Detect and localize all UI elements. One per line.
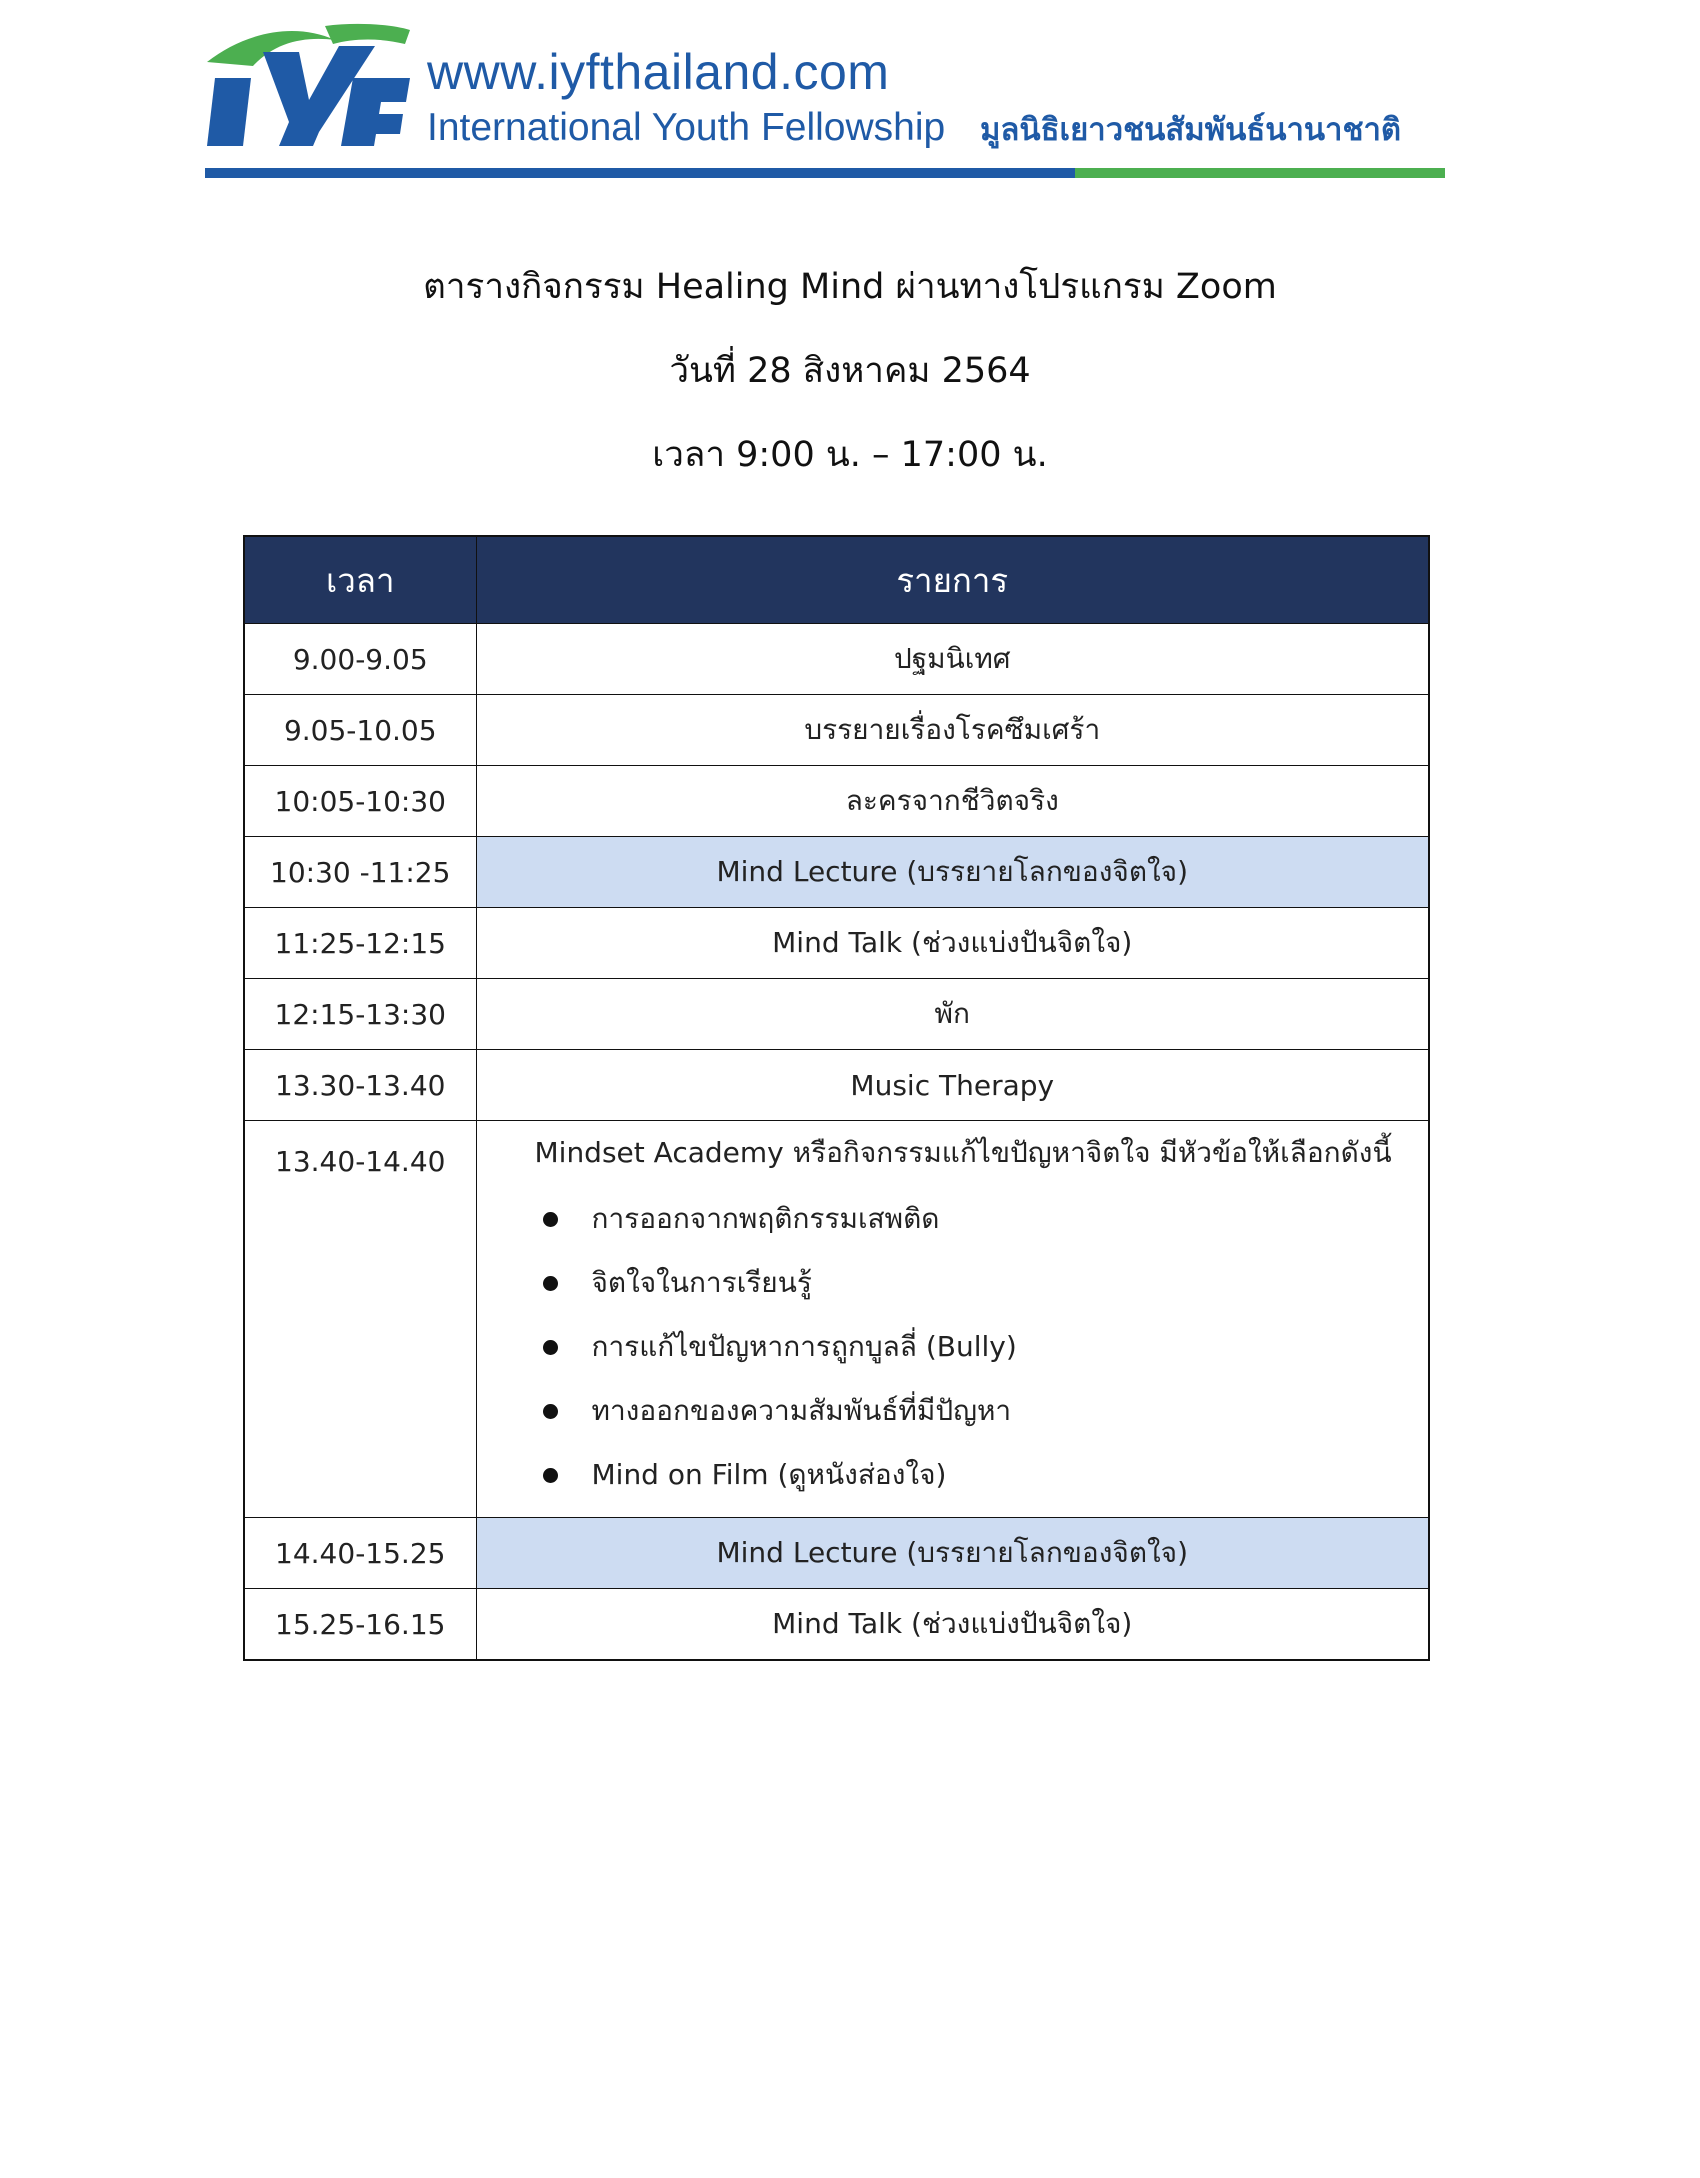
row-item: Mind Talk (ช่วงแบ่งปันจิตใจ) [476,1589,1429,1661]
rule-blue-segment [205,168,1075,178]
row-time: 10:05-10:30 [244,766,476,837]
list-item [535,1187,1429,1251]
table-row [244,624,1429,695]
row-time: 15.25-16.15 [244,1589,476,1661]
row-item: Music Therapy [476,1050,1429,1121]
row-item: ละครจากชีวิตจริง [476,766,1429,837]
row-item: Mind Lecture (บรรยายโลกของจิตใจ) [476,1518,1429,1589]
table-row [244,908,1429,979]
table-row-mindset-academy [244,1121,1429,1518]
table-row [244,1050,1429,1121]
option-label: การออกจากพฤติกรรมเสพติด [591,1202,940,1235]
row-time: 11:25-12:15 [244,908,476,979]
list-item [535,1443,1429,1507]
option-label: Mind on Film (ดูหนังส่องใจ) [591,1458,947,1491]
bullet-icon [543,1468,558,1483]
title-event: ตารางกิจกรรม Healing Mind ผ่านทางโปรแกรม Zoom [423,267,1277,307]
bullet-icon [543,1404,558,1419]
title-date: วันที่ 28 สิงหาคม 2564 [669,351,1031,391]
row-time: 9.00-9.05 [244,624,476,695]
header-time: เวลา [244,536,476,624]
iyf-logo-icon [205,22,410,152]
row-item: พัก [476,979,1429,1050]
letterhead [205,22,1445,182]
org-name-thai: มูลนิธิเยาวชนสัมพันธ์นานาชาติ [980,112,1402,148]
bullet-icon [543,1340,558,1355]
option-label: การแก้ไขปัญหาการถูกบูลลี่ (Bully) [591,1330,1017,1363]
table-header-row [244,536,1429,624]
schedule-table [243,535,1430,1661]
row-time: 10:30 -11:25 [244,837,476,908]
mindset-options-list [535,1187,1429,1507]
row-time: 12:15-13:30 [244,979,476,1050]
list-item [535,1315,1429,1379]
mindset-academy-heading: Mindset Academy หรือกิจกรรมแก้ไขปัญหาจิตใจ มีหัวข้อให้เลือกดังนี้ [534,1136,1392,1169]
row-time: 14.40-15.25 [244,1518,476,1589]
row-item: ปฐมนิเทศ [476,624,1429,695]
letterhead-rule [205,168,1445,178]
table-row [244,695,1429,766]
row-item: Mind Lecture (บรรยายโลกของจิตใจ) [476,837,1429,908]
table-row [244,766,1429,837]
title-time: เวลา 9:00 น. – 17:00 น. [652,435,1048,475]
website-url: www.iyfthailand.com [427,44,890,100]
bullet-icon [543,1212,558,1227]
table-row [244,1518,1429,1589]
table-row [244,1589,1429,1661]
org-name-english: International Youth Fellowship [427,106,946,149]
bullet-icon [543,1276,558,1291]
option-label: ทางออกของความสัมพันธ์ที่มีปัญหา [591,1394,1012,1427]
row-time: 13.40-14.40 [244,1121,476,1518]
row-time: 9.05-10.05 [244,695,476,766]
header-item: รายการ [476,536,1429,624]
list-item [535,1379,1429,1443]
table-row [244,979,1429,1050]
row-item-multi [476,1121,1429,1518]
document-titles [0,245,1700,497]
rule-green-segment [1075,168,1445,178]
row-time: 13.30-13.40 [244,1050,476,1121]
row-item: บรรยายเรื่องโรคซึมเศร้า [476,695,1429,766]
row-item: Mind Talk (ช่วงแบ่งปันจิตใจ) [476,908,1429,979]
option-label: จิตใจในการเรียนรู้ [591,1266,812,1299]
table-row [244,837,1429,908]
list-item [535,1251,1429,1315]
